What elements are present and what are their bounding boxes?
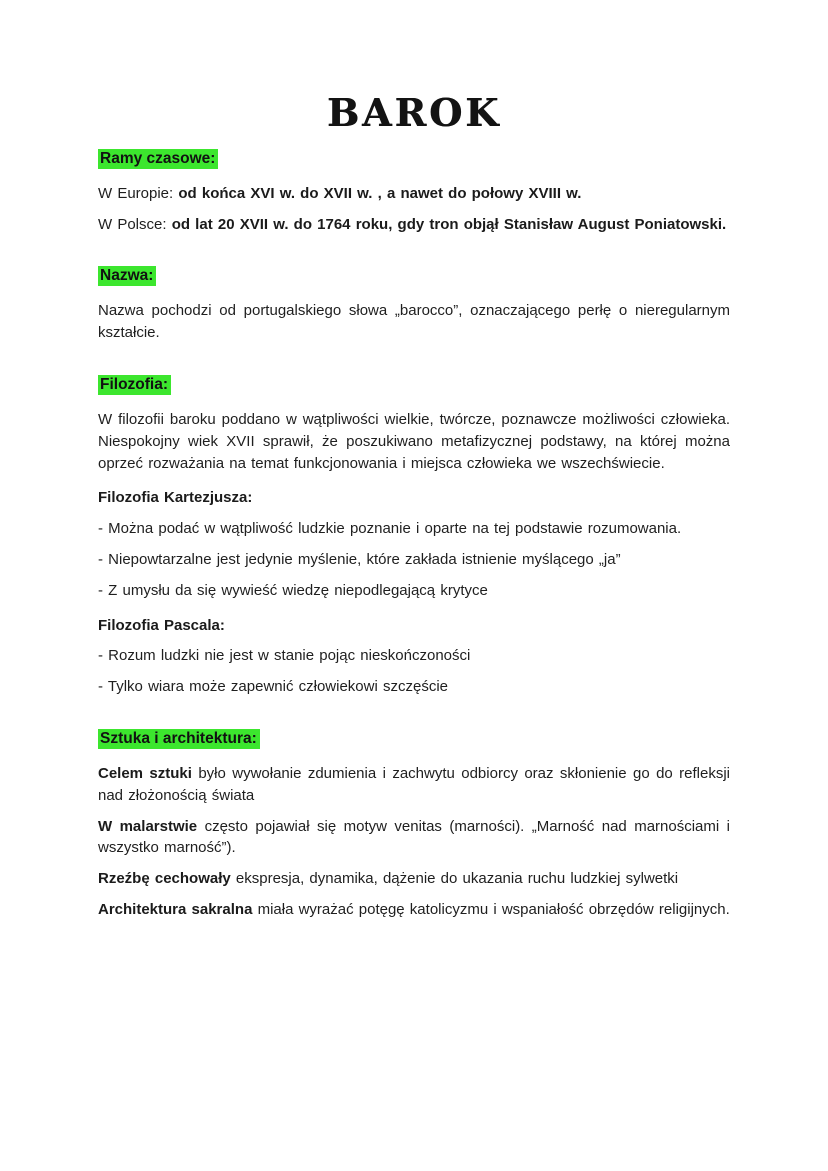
art-goal xyxy=(98,763,730,807)
text-run: - Można podać w wątpliwość ludzkie poznanie i oparte na tej podstawie rozumowania. xyxy=(98,520,682,538)
section-heading-filozofia xyxy=(98,374,730,396)
europe-timeframe xyxy=(98,183,730,205)
text-run: W filozofii baroku poddano w wątpliwości wielkie, twórcze, poznawcze możliwości człowieka. Niespokojny wiek XVII sprawił, że poszukiwano metafizycznej podstawy, na której można oprzeć rozważania na temat funkcjonowania i miejsca człowieka we wszechświecie. xyxy=(98,410,730,472)
text-run: - Z umysłu da się wywieść wiedzę niepodlegającą krytyce xyxy=(98,581,488,599)
text-run: często pojawiał się motyw venitas (marności). „Marność nad marnościami i wszystko marność”). xyxy=(98,817,730,857)
text-run: było wywołanie zdumienia i zachwytu odbiorcy oraz skłonienie go do refleksji nad złożonością świata xyxy=(98,764,731,804)
poland-timeframe xyxy=(98,214,730,236)
bold-text-run: od końca XVI w. do XVII w. , a nawet do połowy XVIII w. xyxy=(178,184,582,202)
philosophy-intro xyxy=(98,409,730,474)
document-title: BAROK xyxy=(326,90,502,135)
document-body xyxy=(98,148,730,921)
descartes-point-1 xyxy=(98,518,730,540)
text-run: W Polsce: xyxy=(98,215,172,233)
descartes-point-2 xyxy=(98,549,730,571)
painting xyxy=(98,816,730,860)
section-ramy-czasowe xyxy=(98,148,730,236)
text-run: - Tylko wiara może zapewnić człowiekowi szczęście xyxy=(98,678,449,696)
highlighted-heading-text: Filozofia: xyxy=(98,375,171,395)
bold-text-run: W malarstwie xyxy=(98,817,198,835)
text-run: - Niepowtarzalne jest jedynie myślenie, które zakłada istnienie myślącego „ja” xyxy=(98,550,621,568)
section-heading-nazwa xyxy=(98,265,730,287)
bold-text-run: Architektura sakralna xyxy=(98,900,253,918)
section-heading-ramy-czasowe xyxy=(98,148,730,170)
bold-text-run: Filozofia Pascala: xyxy=(98,616,225,634)
highlighted-heading-text: Nazwa: xyxy=(98,266,156,286)
section-heading-sztuka-i-architektura xyxy=(98,728,730,750)
bold-text-run: Rzeźbę cechowały xyxy=(98,870,231,888)
text-run: Nazwa pochodzi od portugalskiego słowa „barocco”, oznaczającego perłę o nieregularnym kształcie. xyxy=(98,302,730,342)
section-sztuka-i-architektura xyxy=(98,728,730,921)
pascal-point-1 xyxy=(98,645,730,667)
sculpture xyxy=(98,868,730,890)
descartes-point-3 xyxy=(98,580,730,602)
pascal-point-2 xyxy=(98,676,730,698)
section-filozofia xyxy=(98,374,730,698)
text-run: - Rozum ludzki nie jest w stanie pojąc nieskończoności xyxy=(98,647,471,665)
highlighted-heading-text: Ramy czasowe: xyxy=(98,149,218,169)
bold-text-run: od lat 20 XVII w. do 1764 roku, gdy tron objął Stanisław August Poniatowski. xyxy=(171,215,727,233)
highlighted-heading-text: Sztuka i architektura: xyxy=(98,729,260,749)
text-run: ekspresja, dynamika, dążenie do ukazania ruchu ludzkiej sylwetki xyxy=(230,870,679,888)
bold-text-run: Filozofia Kartezjusza: xyxy=(98,489,253,507)
section-nazwa xyxy=(98,265,730,344)
name-origin xyxy=(98,300,730,344)
text-run: W Europie: xyxy=(98,184,179,202)
descartes-subheading xyxy=(98,487,730,509)
text-run: miała wyrażać potęgę katolicyzmu i wspaniałość obrzędów religijnych. xyxy=(252,900,730,918)
bold-text-run: Celem sztuki xyxy=(98,764,192,782)
architecture xyxy=(98,899,730,921)
pascal-subheading xyxy=(98,615,730,637)
